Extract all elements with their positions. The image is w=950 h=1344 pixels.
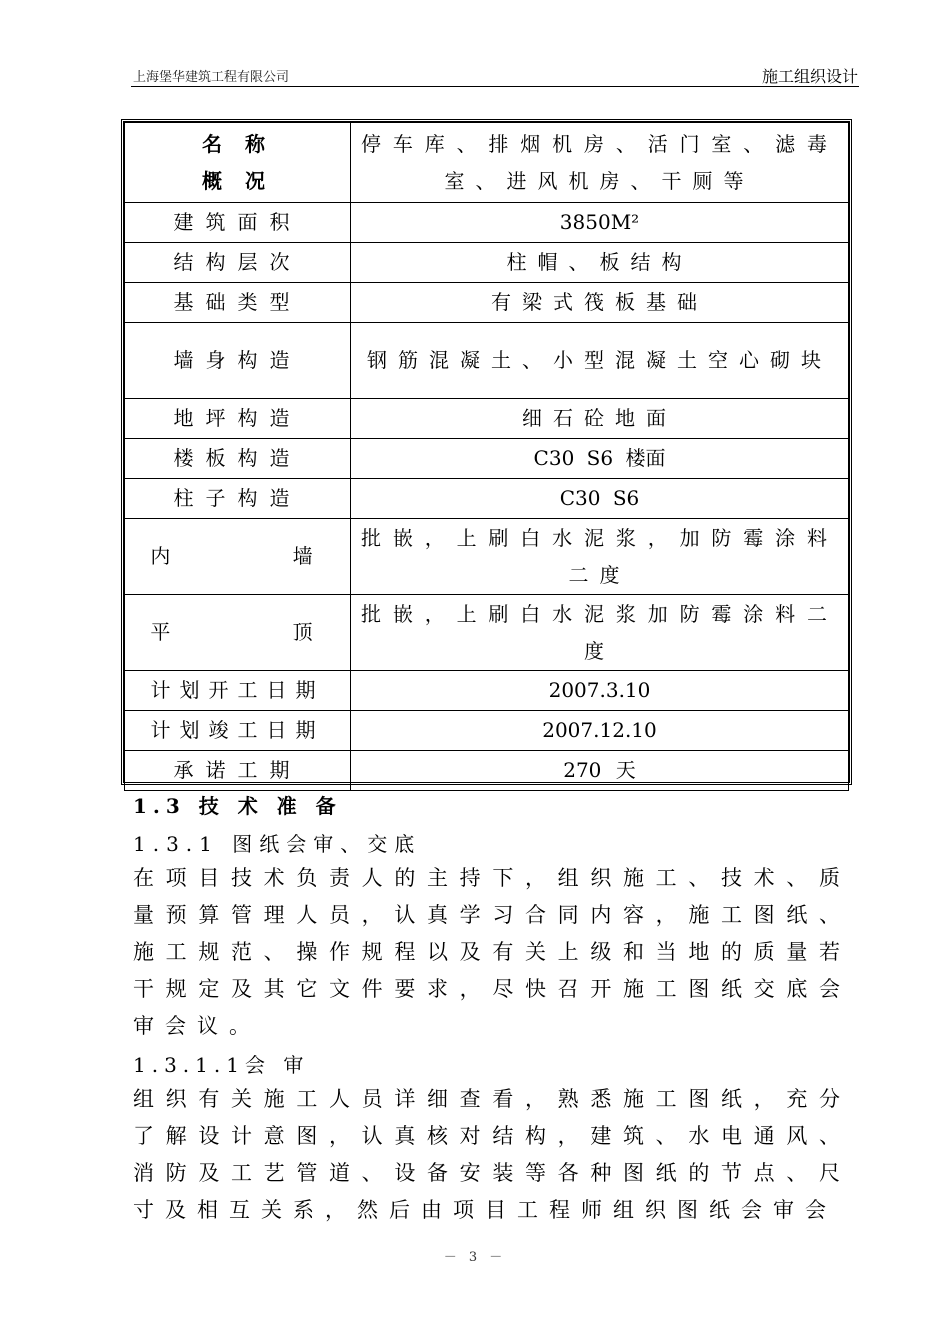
section-heading-1-3: 1.3 技 术 准 备 (133, 794, 342, 818)
section-heading-1-3-1: 1.3.1 图纸会审、交底 (133, 832, 422, 856)
value-cell: 批嵌，上刷白水泥浆，加防霉涂料二度 (351, 519, 849, 595)
table-row (125, 595, 849, 671)
table-row (125, 323, 849, 399)
label-cell: 地坪构造 (125, 399, 351, 439)
label-cell: 基础类型 (125, 283, 351, 323)
label-cell: 内 墙 (125, 519, 351, 595)
page-number: － 3 － (443, 1250, 507, 1265)
value-cell: 批嵌，上刷白水泥浆加防霉涂料二度 (351, 595, 849, 671)
table-row (125, 439, 849, 479)
value-cell: 柱帽、板结构 (351, 243, 849, 283)
value-cell: C30 S6 (351, 479, 849, 519)
label-cell: 计划竣工日期 (125, 711, 351, 751)
table-row (125, 123, 849, 203)
value-cell: 细石砼地面 (351, 399, 849, 439)
section-1-3-1-1-body: 组织有关施工人员详细查看，熟悉施工图纸，充分了解设计意图，认真核对结构，建筑、水电通风、消防及工艺管道、设备安装等各种图纸的节点、尺寸及相互关系，然后由项目工程师组织图纸会审会 (133, 1087, 851, 1222)
section-heading-1-3-1-1: 1.3.1.1会 审 (133, 1053, 310, 1077)
table-row (125, 519, 849, 595)
section-1-3-1-body: 在项目技术负责人的主持下，组织施工、技术、质量预算管理人员，认真学习合同内容，施工图纸、施工规范、操作规程以及有关上级和当地的质量若干规定及其它文件要求，尽快召开施工图纸交底会审会议。 (133, 866, 851, 1038)
value-cell: C30 S6 楼面 (351, 439, 849, 479)
document-title: 施工组织设计 (761, 67, 858, 86)
table-row (125, 399, 849, 439)
header-divider (131, 86, 859, 87)
label-cell: 墙身构造 (125, 323, 351, 399)
project-overview-table (121, 119, 852, 785)
label-cell: 名 称 概 况 (125, 123, 351, 203)
label-cell: 建筑面积 (125, 203, 351, 243)
table-row (125, 711, 849, 751)
table-row (125, 243, 849, 283)
value-cell: 270 天 (351, 751, 849, 791)
label-cell: 楼板构造 (125, 439, 351, 479)
value-cell: 3850M² (351, 203, 849, 243)
company-name: 上海堡华建筑工程有限公司 (133, 70, 290, 85)
value-cell: 有梁式筏板基础 (351, 283, 849, 323)
label-cell: 柱子构造 (125, 479, 351, 519)
label-cell: 承诺工期 (125, 751, 351, 791)
value-cell: 2007.3.10 (351, 671, 849, 711)
table-row (125, 751, 849, 791)
table-row (125, 203, 849, 243)
label-cell: 结构层次 (125, 243, 351, 283)
value-cell: 2007.12.10 (351, 711, 849, 751)
table-row (125, 479, 849, 519)
value-cell: 停车库、排烟机房、活门室、滤毒室、进风机房、干厕等 (351, 123, 849, 203)
table-row (125, 283, 849, 323)
value-cell: 钢筋混凝土、小型混凝土空心砌块 (351, 323, 849, 399)
label-cell: 平 顶 (125, 595, 351, 671)
label-cell: 计划开工日期 (125, 671, 351, 711)
table-row (125, 671, 849, 711)
